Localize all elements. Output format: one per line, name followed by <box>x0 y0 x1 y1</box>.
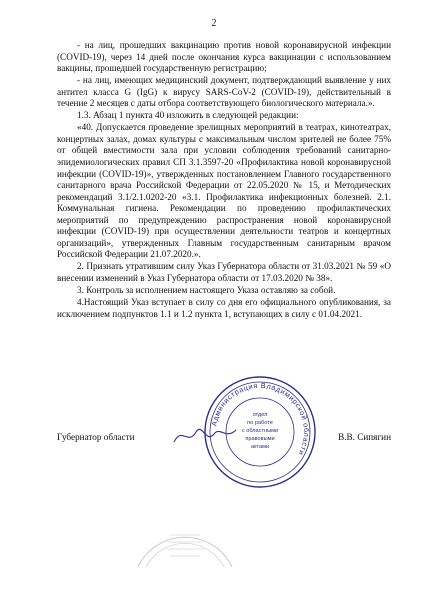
stamp-center-line: с областными <box>241 428 279 434</box>
stamp-center-line: отдел <box>252 412 268 418</box>
paragraph-1-3: 1.3. Абзац 1 пункта 40 изложить в следующей редакции: <box>77 110 299 121</box>
stamp-center-line: по работе <box>247 420 273 426</box>
signatory-name: В.В. Сипягин <box>338 432 391 442</box>
paragraph-2: 2. Признать утратившим силу Указ Губернатора области от 31.03.2021 № 59 «О внесении изменений в Указ Губернатора области от 17.03.2020 № 38». <box>57 261 391 283</box>
signatory-position: Губернатор области <box>57 432 135 442</box>
paragraph-3: 3. Контроль за исполнением настоящего Указа оставляю за собой. <box>77 284 336 295</box>
stamp-center-line: актами <box>250 444 270 450</box>
stamp-ring-text: Администрация Владимирской области <box>209 380 312 458</box>
stamp-center-line: правовыми <box>245 436 275 442</box>
document-body <box>57 40 391 321</box>
paragraph-vaccinated: - на лиц, прошедших вакцинацию против новой коронавирусной инфекции (COVID-19), через 14 дней после окончания курса вакцинации с использованием вакцины, прошедшей государственную регистрацию; <box>57 40 391 74</box>
paragraph-4: 4.Настоящий Указ вступает в силу со дня его официального опубликования, за исключением подпунктов 1.1 и 1.2 пункта 1, вступающих в силу с 01.04.2021. <box>57 297 391 319</box>
paragraph-40: «40. Допускается проведение зрелищных мероприятий в театрах, кинотеатрах, концертных залах, домах культуры с максимальным числом зрителей не более 75% от общей вместимости зала при условии соблюдения требований санитарно-эпидемиологических правил СП 3.1.3597-20 «Профилактика новой коронавирусной инфекции (COVID-19)», утвержденных постановлением Главного государственного санитарного врача Российской Федерации от 22.05.2020 № 15, и Методических рекомендаций 3.1/2.1.0202-20 «3.1. Профилактика инфекционных болезней. 2.1. Коммунальная гигиена. Рекомендации по проведению профилактических мероприятий по предупреждению распространения новой коронавирусной инфекции (COVID-19) при осуществлении деятельности театров и концертных организаций», утвержденных Главным государственным санитарным врачом Российской Федерации 21.07.2020.». <box>57 122 391 260</box>
page-number: 2 <box>211 18 217 29</box>
handwritten-signature-icon <box>170 420 240 450</box>
paragraph-antibodies: - на лиц, имеющих медицинский документ, подтверждающий выявление у них антител класса G (IgG) к вирусу SARS-CoV-2 (COVID-19), действительный в течение 2 месяцев с даты отбора соответствующего биологического материала.». <box>57 75 391 109</box>
faint-stamp-impression-icon <box>130 505 240 575</box>
